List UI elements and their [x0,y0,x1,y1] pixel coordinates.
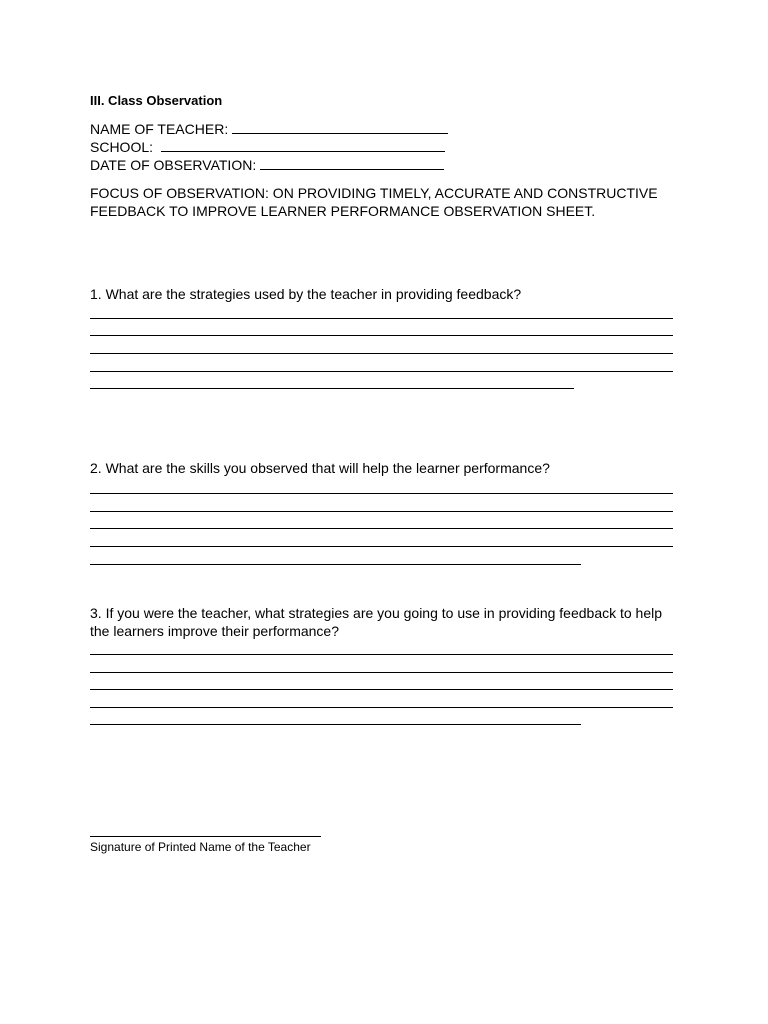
question-2: 2. What are the skills you observed that will help the learner performance? [90,460,550,476]
school-blank[interactable] [161,138,445,152]
answer-line[interactable] [90,724,581,725]
answer-line[interactable] [90,672,673,673]
answer-line[interactable] [90,318,673,319]
answer-line[interactable] [90,707,673,708]
teacher-name-field [90,120,448,137]
answer-line[interactable] [90,654,673,655]
question-1: 1. What are the strategies used by the teacher in providing feedback? [90,286,522,302]
teacher-name-label: NAME OF TEACHER: [90,121,233,137]
school-label: SCHOOL: [90,139,157,155]
teacher-name-blank[interactable] [232,120,448,134]
section-title: III. Class Observation [90,93,223,108]
signature-label: Signature of Printed Name of the Teacher [90,840,311,854]
answer-line[interactable] [90,528,673,529]
answer-line[interactable] [90,335,673,336]
answer-line[interactable] [90,353,673,354]
date-field [90,156,444,173]
answer-line[interactable] [90,388,574,389]
answer-line[interactable] [90,546,673,547]
date-label: DATE OF OBSERVATION: [90,157,261,173]
answer-line[interactable] [90,564,581,565]
answer-line[interactable] [90,689,673,690]
answer-line[interactable] [90,371,673,372]
date-blank[interactable] [260,156,444,170]
question-3: 3. If you were the teacher, what strategies are you going to use in providing feedback to help the learners improve their performance? [90,605,663,639]
school-field [90,138,445,155]
answer-line[interactable] [90,493,673,494]
focus-of-observation: FOCUS OF OBSERVATION: ON PROVIDING TIMELY, ACCURATE AND CONSTRUCTIVE FEEDBACK TO IMPROVE LEARNER PERFORMANCE OBSERVATION SHEET. [90,185,658,219]
signature-line[interactable] [90,836,321,837]
answer-line[interactable] [90,511,673,512]
